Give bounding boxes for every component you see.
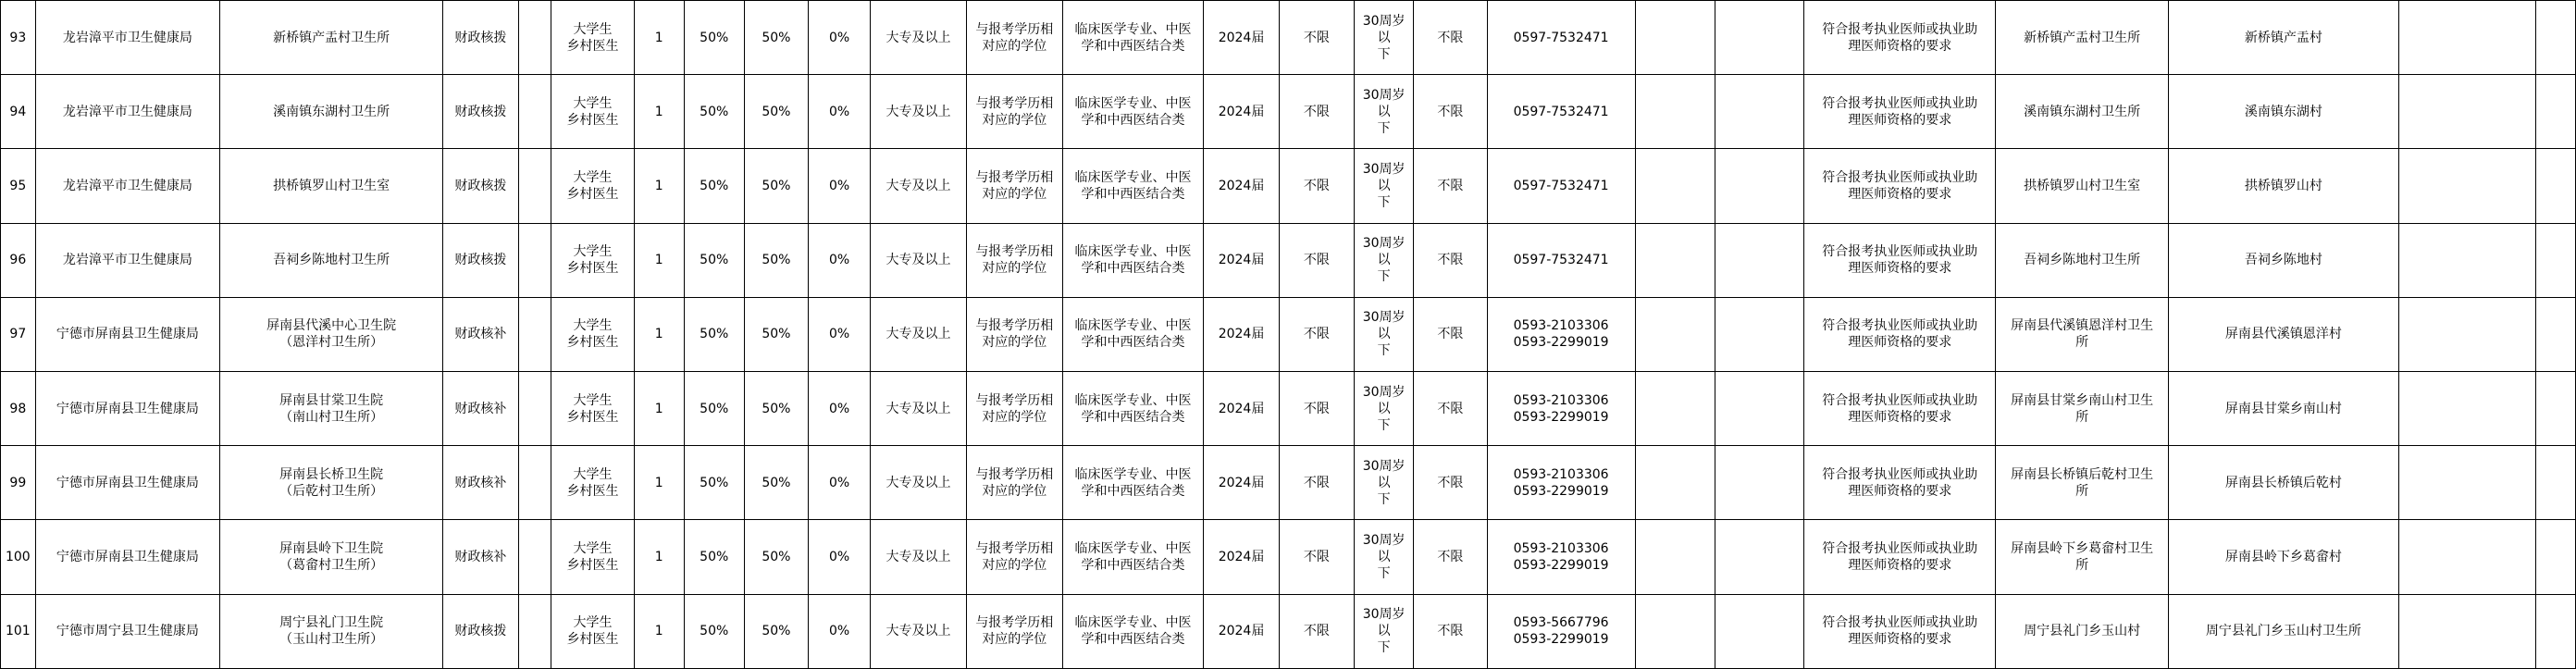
- weight-cell: 50%: [684, 1, 744, 75]
- post-cell: 大学生 乡村医生: [551, 223, 635, 297]
- requirement-cell: 符合报考执业医师或执业助 理医师资格的要求: [1804, 594, 1996, 668]
- unrestricted-cell: 不限: [1414, 520, 1487, 594]
- blank-cell: [1715, 1, 1804, 75]
- blank-cell: [518, 1, 551, 75]
- table-row: [1, 1, 2576, 75]
- phone-cell: 0593-2103306 0593-2299019: [1487, 520, 1636, 594]
- major-cell: 临床医学专业、中医 学和中西医结合类: [1062, 594, 1204, 668]
- ratio-cell: 0%: [808, 594, 870, 668]
- phone-cell: 0593-5667796 0593-2299019: [1487, 594, 1636, 668]
- major-cell: 临床医学专业、中医 学和中西医结合类: [1062, 1, 1204, 75]
- blank-cell: [2398, 520, 2536, 594]
- requirement-cell: 符合报考执业医师或执业助 理医师资格的要求: [1804, 149, 1996, 223]
- count-cell: 1: [634, 297, 684, 371]
- unrestricted-cell: 不限: [1414, 75, 1487, 149]
- unrestricted-cell: 不限: [1279, 446, 1354, 520]
- phone-cell: 0597-7532471: [1487, 223, 1636, 297]
- unit-cell: 屏南县甘棠卫生院 （南山村卫生所）: [220, 371, 443, 445]
- education-cell: 大专及以上: [871, 75, 967, 149]
- education-cell: 大专及以上: [871, 594, 967, 668]
- major-cell: 临床医学专业、中医 学和中西医结合类: [1062, 446, 1204, 520]
- weight-cell: 50%: [744, 594, 808, 668]
- unrestricted-cell: 不限: [1279, 520, 1354, 594]
- workplace-cell: 新桥镇产盂村卫生所: [1996, 1, 2169, 75]
- village-cell: 屏南县代溪镇恩洋村: [2169, 297, 2398, 371]
- count-cell: 1: [634, 1, 684, 75]
- graduation-cell: 2024届: [1204, 297, 1279, 371]
- row-number: 100: [1, 520, 36, 594]
- funding-cell: 财政核拨: [443, 1, 518, 75]
- unit-cell: 屏南县长桥卫生院 （后乾村卫生所）: [220, 446, 443, 520]
- blank-cell: [518, 75, 551, 149]
- ratio-cell: 0%: [808, 446, 870, 520]
- unit-cell: 新桥镇产盂村卫生所: [220, 1, 443, 75]
- ratio-cell: 0%: [808, 75, 870, 149]
- unit-cell: 溪南镇东湖村卫生所: [220, 75, 443, 149]
- unit-cell: 拱桥镇罗山村卫生室: [220, 149, 443, 223]
- workplace-cell: 屏南县岭下乡葛畲村卫生 所: [1996, 520, 2169, 594]
- ratio-cell: 0%: [808, 371, 870, 445]
- blank-cell: [2398, 149, 2536, 223]
- weight-cell: 50%: [684, 75, 744, 149]
- blank-cell: [2398, 1, 2536, 75]
- blank-cell: [1715, 594, 1804, 668]
- unrestricted-cell: 不限: [1279, 1, 1354, 75]
- weight-cell: 50%: [684, 594, 744, 668]
- blank-cell: [1715, 371, 1804, 445]
- funding-cell: 财政核补: [443, 297, 518, 371]
- unrestricted-cell: 不限: [1414, 149, 1487, 223]
- degree-cell: 与报考学历相 对应的学位: [966, 371, 1062, 445]
- funding-cell: 财政核拨: [443, 594, 518, 668]
- degree-cell: 与报考学历相 对应的学位: [966, 446, 1062, 520]
- row-number: 97: [1, 297, 36, 371]
- blank-cell: [518, 149, 551, 223]
- funding-cell: 财政核补: [443, 446, 518, 520]
- village-cell: 周宁县礼门乡玉山村卫生所: [2169, 594, 2398, 668]
- ratio-cell: 0%: [808, 1, 870, 75]
- post-cell: 大学生 乡村医生: [551, 297, 635, 371]
- weight-cell: 50%: [684, 520, 744, 594]
- degree-cell: 与报考学历相 对应的学位: [966, 594, 1062, 668]
- blank-cell: [2536, 223, 2576, 297]
- requirement-cell: 符合报考执业医师或执业助 理医师资格的要求: [1804, 371, 1996, 445]
- workplace-cell: 溪南镇东湖村卫生所: [1996, 75, 2169, 149]
- graduation-cell: 2024届: [1204, 371, 1279, 445]
- phone-cell: 0593-2103306 0593-2299019: [1487, 297, 1636, 371]
- weight-cell: 50%: [684, 149, 744, 223]
- count-cell: 1: [634, 149, 684, 223]
- blank-cell: [2398, 371, 2536, 445]
- major-cell: 临床医学专业、中医 学和中西医结合类: [1062, 223, 1204, 297]
- table-row: [1, 223, 2576, 297]
- degree-cell: 与报考学历相 对应的学位: [966, 520, 1062, 594]
- graduation-cell: 2024届: [1204, 149, 1279, 223]
- blank-cell: [518, 594, 551, 668]
- requirement-cell: 符合报考执业医师或执业助 理医师资格的要求: [1804, 223, 1996, 297]
- phone-cell: 0597-7532471: [1487, 1, 1636, 75]
- unrestricted-cell: 不限: [1414, 223, 1487, 297]
- age-cell: 30周岁以 下: [1355, 1, 1414, 75]
- weight-cell: 50%: [744, 1, 808, 75]
- blank-cell: [1636, 1, 1715, 75]
- village-cell: 屏南县岭下乡葛畲村: [2169, 520, 2398, 594]
- education-cell: 大专及以上: [871, 149, 967, 223]
- major-cell: 临床医学专业、中医 学和中西医结合类: [1062, 371, 1204, 445]
- ratio-cell: 0%: [808, 149, 870, 223]
- funding-cell: 财政核补: [443, 371, 518, 445]
- row-number: 96: [1, 223, 36, 297]
- blank-cell: [518, 446, 551, 520]
- unrestricted-cell: 不限: [1279, 297, 1354, 371]
- row-number: 93: [1, 1, 36, 75]
- table-body: [1, 1, 2576, 669]
- weight-cell: 50%: [684, 371, 744, 445]
- count-cell: 1: [634, 223, 684, 297]
- major-cell: 临床医学专业、中医 学和中西医结合类: [1062, 520, 1204, 594]
- post-cell: 大学生 乡村医生: [551, 520, 635, 594]
- funding-cell: 财政核拨: [443, 75, 518, 149]
- department-cell: 龙岩漳平市卫生健康局: [35, 223, 219, 297]
- table-row: [1, 594, 2576, 668]
- weight-cell: 50%: [744, 520, 808, 594]
- blank-cell: [2398, 223, 2536, 297]
- phone-cell: 0593-2103306 0593-2299019: [1487, 446, 1636, 520]
- graduation-cell: 2024届: [1204, 1, 1279, 75]
- blank-cell: [518, 371, 551, 445]
- blank-cell: [2398, 75, 2536, 149]
- weight-cell: 50%: [684, 223, 744, 297]
- funding-cell: 财政核补: [443, 520, 518, 594]
- row-number: 99: [1, 446, 36, 520]
- unrestricted-cell: 不限: [1414, 371, 1487, 445]
- unit-cell: 屏南县岭下卫生院 （葛畲村卫生所）: [220, 520, 443, 594]
- ratio-cell: 0%: [808, 223, 870, 297]
- department-cell: 宁德市周宁县卫生健康局: [35, 594, 219, 668]
- village-cell: 屏南县甘棠乡南山村: [2169, 371, 2398, 445]
- phone-cell: 0597-7532471: [1487, 75, 1636, 149]
- degree-cell: 与报考学历相 对应的学位: [966, 297, 1062, 371]
- blank-cell: [2536, 1, 2576, 75]
- unrestricted-cell: 不限: [1279, 223, 1354, 297]
- post-cell: 大学生 乡村医生: [551, 371, 635, 445]
- blank-cell: [2536, 520, 2576, 594]
- age-cell: 30周岁以 下: [1355, 149, 1414, 223]
- blank-cell: [1715, 223, 1804, 297]
- unrestricted-cell: 不限: [1279, 149, 1354, 223]
- post-cell: 大学生 乡村医生: [551, 75, 635, 149]
- workplace-cell: 拱桥镇罗山村卫生室: [1996, 149, 2169, 223]
- age-cell: 30周岁以 下: [1355, 371, 1414, 445]
- row-number: 101: [1, 594, 36, 668]
- workplace-cell: 屏南县长桥镇后乾村卫生 所: [1996, 446, 2169, 520]
- blank-cell: [2536, 75, 2576, 149]
- blank-cell: [2398, 594, 2536, 668]
- table-row: [1, 520, 2576, 594]
- unrestricted-cell: 不限: [1414, 1, 1487, 75]
- village-cell: 新桥镇产盂村: [2169, 1, 2398, 75]
- post-cell: 大学生 乡村医生: [551, 594, 635, 668]
- blank-cell: [1636, 371, 1715, 445]
- major-cell: 临床医学专业、中医 学和中西医结合类: [1062, 149, 1204, 223]
- degree-cell: 与报考学历相 对应的学位: [966, 75, 1062, 149]
- age-cell: 30周岁以 下: [1355, 520, 1414, 594]
- workplace-cell: 周宁县礼门乡玉山村: [1996, 594, 2169, 668]
- weight-cell: 50%: [684, 446, 744, 520]
- weight-cell: 50%: [744, 371, 808, 445]
- row-number: 95: [1, 149, 36, 223]
- blank-cell: [1636, 149, 1715, 223]
- graduation-cell: 2024届: [1204, 594, 1279, 668]
- weight-cell: 50%: [744, 75, 808, 149]
- blank-cell: [518, 223, 551, 297]
- degree-cell: 与报考学历相 对应的学位: [966, 1, 1062, 75]
- graduation-cell: 2024届: [1204, 446, 1279, 520]
- blank-cell: [2536, 149, 2576, 223]
- funding-cell: 财政核拨: [443, 223, 518, 297]
- blank-cell: [1636, 223, 1715, 297]
- requirement-cell: 符合报考执业医师或执业助 理医师资格的要求: [1804, 1, 1996, 75]
- funding-cell: 财政核拨: [443, 149, 518, 223]
- village-cell: 溪南镇东湖村: [2169, 75, 2398, 149]
- age-cell: 30周岁以 下: [1355, 594, 1414, 668]
- department-cell: 龙岩漳平市卫生健康局: [35, 1, 219, 75]
- ratio-cell: 0%: [808, 520, 870, 594]
- row-number: 94: [1, 75, 36, 149]
- unrestricted-cell: 不限: [1279, 594, 1354, 668]
- row-number: 98: [1, 371, 36, 445]
- count-cell: 1: [634, 75, 684, 149]
- weight-cell: 50%: [744, 149, 808, 223]
- workplace-cell: 吾祠乡陈地村卫生所: [1996, 223, 2169, 297]
- count-cell: 1: [634, 594, 684, 668]
- department-cell: 龙岩漳平市卫生健康局: [35, 149, 219, 223]
- age-cell: 30周岁以 下: [1355, 75, 1414, 149]
- phone-cell: 0593-2103306 0593-2299019: [1487, 371, 1636, 445]
- requirement-cell: 符合报考执业医师或执业助 理医师资格的要求: [1804, 297, 1996, 371]
- table-row: [1, 149, 2576, 223]
- education-cell: 大专及以上: [871, 1, 967, 75]
- count-cell: 1: [634, 371, 684, 445]
- post-cell: 大学生 乡村医生: [551, 1, 635, 75]
- table-row: [1, 446, 2576, 520]
- weight-cell: 50%: [744, 297, 808, 371]
- requirement-cell: 符合报考执业医师或执业助 理医师资格的要求: [1804, 446, 1996, 520]
- education-cell: 大专及以上: [871, 520, 967, 594]
- major-cell: 临床医学专业、中医 学和中西医结合类: [1062, 75, 1204, 149]
- blank-cell: [2398, 446, 2536, 520]
- unit-cell: 吾祠乡陈地村卫生所: [220, 223, 443, 297]
- department-cell: 龙岩漳平市卫生健康局: [35, 75, 219, 149]
- blank-cell: [1715, 446, 1804, 520]
- degree-cell: 与报考学历相 对应的学位: [966, 149, 1062, 223]
- blank-cell: [1636, 75, 1715, 149]
- village-cell: 屏南县长桥镇后乾村: [2169, 446, 2398, 520]
- table-row: [1, 75, 2576, 149]
- department-cell: 宁德市屏南县卫生健康局: [35, 297, 219, 371]
- unit-cell: 周宁县礼门卫生院 （玉山村卫生所）: [220, 594, 443, 668]
- weight-cell: 50%: [684, 297, 744, 371]
- blank-cell: [1636, 520, 1715, 594]
- village-cell: 吾祠乡陈地村: [2169, 223, 2398, 297]
- unrestricted-cell: 不限: [1279, 371, 1354, 445]
- unrestricted-cell: 不限: [1414, 446, 1487, 520]
- count-cell: 1: [634, 520, 684, 594]
- village-cell: 拱桥镇罗山村: [2169, 149, 2398, 223]
- unit-cell: 屏南县代溪中心卫生院 （恩洋村卫生所）: [220, 297, 443, 371]
- major-cell: 临床医学专业、中医 学和中西医结合类: [1062, 297, 1204, 371]
- requirement-cell: 符合报考执业医师或执业助 理医师资格的要求: [1804, 520, 1996, 594]
- workplace-cell: 屏南县代溪镇恩洋村卫生 所: [1996, 297, 2169, 371]
- post-cell: 大学生 乡村医生: [551, 149, 635, 223]
- graduation-cell: 2024届: [1204, 75, 1279, 149]
- blank-cell: [2398, 297, 2536, 371]
- weight-cell: 50%: [744, 446, 808, 520]
- post-cell: 大学生 乡村医生: [551, 446, 635, 520]
- department-cell: 宁德市屏南县卫生健康局: [35, 520, 219, 594]
- department-cell: 宁德市屏南县卫生健康局: [35, 371, 219, 445]
- blank-cell: [1636, 446, 1715, 520]
- unrestricted-cell: 不限: [1414, 594, 1487, 668]
- blank-cell: [1715, 149, 1804, 223]
- blank-cell: [1715, 75, 1804, 149]
- requirement-cell: 符合报考执业医师或执业助 理医师资格的要求: [1804, 75, 1996, 149]
- count-cell: 1: [634, 446, 684, 520]
- workplace-cell: 屏南县甘棠乡南山村卫生 所: [1996, 371, 2169, 445]
- age-cell: 30周岁以 下: [1355, 446, 1414, 520]
- department-cell: 宁德市屏南县卫生健康局: [35, 446, 219, 520]
- education-cell: 大专及以上: [871, 446, 967, 520]
- education-cell: 大专及以上: [871, 223, 967, 297]
- weight-cell: 50%: [744, 223, 808, 297]
- age-cell: 30周岁以 下: [1355, 223, 1414, 297]
- degree-cell: 与报考学历相 对应的学位: [966, 223, 1062, 297]
- graduation-cell: 2024届: [1204, 223, 1279, 297]
- unrestricted-cell: 不限: [1279, 75, 1354, 149]
- blank-cell: [2536, 371, 2576, 445]
- table-row: [1, 371, 2576, 445]
- age-cell: 30周岁以 下: [1355, 297, 1414, 371]
- blank-cell: [2536, 297, 2576, 371]
- blank-cell: [1636, 594, 1715, 668]
- blank-cell: [518, 297, 551, 371]
- blank-cell: [1715, 297, 1804, 371]
- education-cell: 大专及以上: [871, 297, 967, 371]
- blank-cell: [1715, 520, 1804, 594]
- education-cell: 大专及以上: [871, 371, 967, 445]
- phone-cell: 0597-7532471: [1487, 149, 1636, 223]
- blank-cell: [518, 520, 551, 594]
- table-row: [1, 297, 2576, 371]
- blank-cell: [1636, 297, 1715, 371]
- blank-cell: [2536, 446, 2576, 520]
- ratio-cell: 0%: [808, 297, 870, 371]
- blank-cell: [2536, 594, 2576, 668]
- graduation-cell: 2024届: [1204, 520, 1279, 594]
- unrestricted-cell: 不限: [1414, 297, 1487, 371]
